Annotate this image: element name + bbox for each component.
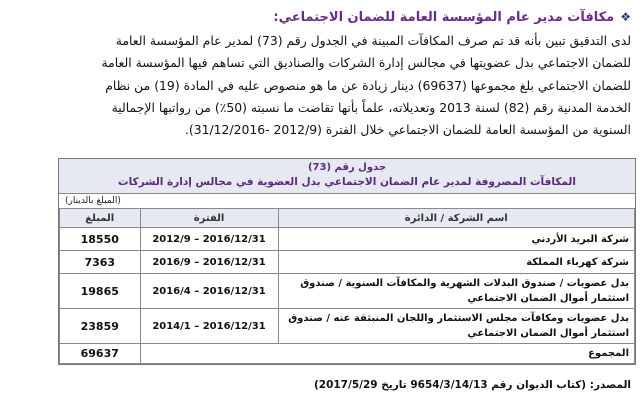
row-amount: 19865: [60, 274, 141, 309]
table-header-row: [60, 209, 635, 228]
paragraph-line: لدى التدقيق تبين بأنه قد تم صرف المكافآت المبينة في الجدول رقم (73) لمدير عام المؤسسة العامة: [115, 33, 631, 48]
paragraph-line: السنوية من المؤسسة العامة للضمان الاجتماعي خلال الفترة (2012/9 -31/12/2016).: [184, 122, 631, 138]
row-period: 2016/4 – 2016/12/31: [140, 274, 278, 309]
table-row: [60, 274, 635, 309]
total-amount: 69637: [60, 344, 141, 364]
table-row: [60, 251, 635, 274]
header-amount: المبلغ: [60, 209, 141, 228]
row-period: 2012/9 – 2016/12/31: [140, 228, 278, 251]
row-amount: 23859: [60, 309, 141, 344]
row-name: شركة كهرباء المملكة: [278, 251, 635, 274]
header-period: الفترة: [140, 209, 278, 228]
table-row: [60, 228, 635, 251]
body-paragraph: [10, 30, 631, 141]
total-label: المجموع: [140, 344, 635, 364]
header-name: اسم الشركة / الدائرة: [278, 209, 635, 228]
row-period: 2016/9 – 2016/12/31: [140, 251, 278, 274]
table-total-row: [60, 344, 635, 364]
row-period: 2014/1 – 2016/12/31: [140, 309, 278, 344]
table-body: [59, 208, 635, 364]
row-name: شركة البريد الأردني: [278, 228, 635, 251]
paragraph-line: الخدمة المدنية رقم (82) لسنة 2013 وتعديلاته، علماً بأنها تقاضت ما نسبته (50٪) من رواتبها الإجمالية: [111, 99, 631, 115]
table-caption: [59, 159, 635, 194]
table-title: المكافآت المصروفة لمدير عام الضمان الاجتماعي بدل العضوية في مجالس إدارة الشركات: [118, 176, 576, 188]
section-heading: [12, 6, 631, 28]
source-note: المصدر: (كتاب الديوان رقم 9654/3/14/13 تاريخ 2017/5/29): [313, 379, 631, 391]
section-title: مكافآت مدير عام المؤسسة العامة للضمان الاجتماعي:: [273, 9, 615, 25]
diamond-icon: ❖: [620, 10, 631, 24]
row-name: بدل عضويات / صندوق البدلات الشهرية والمكافآت السنوية / صندوق استثمار أموال الضمان الاجتماعي: [278, 274, 635, 309]
row-amount: 18550: [60, 228, 141, 251]
row-name: بدل عضويات ومكافآت مجلس الاستثمار واللجان المنبثقة عنه / صندوق استثمار أموال الضمان الاجتماعي: [278, 309, 635, 344]
row-amount: 7363: [60, 251, 141, 274]
paragraph-line: للضمان الاجتماعي بدل عضويتها في مجالس إدارة الشركات والصناديق التي تساهم فيها المؤسسة العامة: [101, 55, 631, 71]
table-row: [60, 309, 635, 344]
table-unit: (المبلغ بالدينار): [65, 196, 121, 206]
rewards-table: [58, 158, 636, 365]
paragraph-line: للضمان الاجتماعي بلغ مجموعها (69637) دينار زيادة عن ما هو منصوص عليه في المادة (19) من نظام: [105, 77, 631, 93]
table-number: جدول رقم (73): [307, 162, 387, 173]
